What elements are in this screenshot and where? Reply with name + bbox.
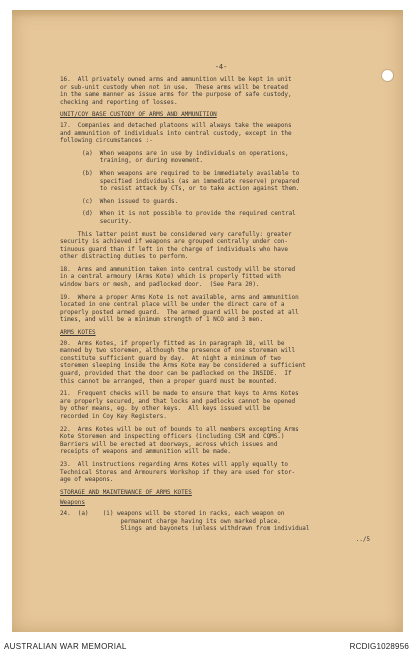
text-line: 20. Arms Kotes, if properly fitted as in paragraph 18, will be (60, 339, 285, 347)
section-heading-storage: STORAGE AND MAINTENANCE OF ARMS KOTES (60, 488, 192, 496)
text-line: receipts of weapons and ammunition will be made. (60, 448, 231, 456)
text-line: in a central armoury (Arms Kote) which is properly fitted with (60, 273, 281, 281)
paragraph-22 (60, 426, 382, 456)
text-line: permanent charge having its own marked place. (60, 517, 281, 525)
text-line: 18. Arms and ammunition taken into central custody will be stored (60, 265, 296, 273)
text-line: 19. Where a proper Arms Kote is not available, arms and ammunition (60, 293, 299, 301)
paragraph-20 (60, 340, 382, 386)
section-heading-unit-custody: UNIT/COY BASE CUSTODY OF ARMS AND AMMUNITION (60, 111, 217, 119)
text-line: tinuous guard than if left in the charge of individuals who have (60, 245, 288, 253)
text-line: Slings and bayonets (unless withdrawn from individual (60, 525, 310, 533)
paragraph-19 (60, 294, 382, 324)
text-line: 24. (a) (i) weapons will be stored in racks, each weapon on (60, 509, 285, 517)
subparagraph-17c (60, 198, 382, 206)
document-text (60, 63, 382, 543)
text-line: and ammunition of individuals into central custody, except in the (60, 129, 292, 137)
text-line: storemen sleeping inside the Arms Kote may be considered a sufficient (60, 362, 306, 370)
text-line: security is achieved if weapons are grouped centrally under con- (60, 238, 288, 246)
record-id: RCDIG1028956 (349, 642, 409, 651)
text-line: (c) When issued to guards. (82, 197, 179, 205)
text-line: recorded in Coy Key Registers. (60, 412, 167, 420)
text-line: training, or during movement. (82, 157, 204, 165)
text-line: times, and will be a minimum strength of 1 NCO and 3 men. (60, 316, 264, 324)
text-line: This latter point must be considered very carefully: greater (60, 230, 292, 238)
text-line: security. (82, 217, 132, 225)
subheading-weapons: Weapons (60, 499, 85, 507)
text-line: 23. All instructions regarding Arms Kotes will apply equally to (60, 460, 288, 468)
text-line: (b) When weapons are required to be immediately available to (82, 169, 300, 177)
text-line: other distracting duties to perform. (60, 253, 189, 261)
text-line: 21. Frequent checks will be made to ensure that keys to Arms Kotes (60, 390, 299, 398)
subparagraph-17d (60, 210, 382, 225)
text-line: age of weapons. (60, 476, 114, 484)
archive-name: AUSTRALIAN WAR MEMORIAL (4, 642, 127, 651)
text-line: Technical Stores and Armourers Workshop if they are used for stor- (60, 468, 296, 476)
text-line: manned by two storemen, although the presence of one storeman will (60, 347, 296, 355)
text-line: to resist attack by CTs, or to take action against them. (82, 185, 300, 193)
paragraph-24 (60, 510, 382, 533)
text-line: properly posted armed guard. The armed guard will be posted at all (60, 308, 299, 316)
text-line: Barriers will be erected at doorways, across which issues and (60, 440, 278, 448)
punch-hole (382, 70, 393, 81)
paragraph-17 (60, 122, 382, 145)
text-line: specified individuals (as an immediate reserve) prepared (82, 177, 300, 185)
text-line: located in one central place will be under the direct care of a (60, 301, 285, 309)
subparagraph-17b (60, 170, 382, 193)
paragraph-23 (60, 461, 382, 484)
text-line: (a) When weapons are in use by individuals on operations, (82, 149, 289, 157)
text-line: guard, provided that the door can be padlocked on the INSIDE. If (60, 370, 292, 377)
archive-footer (0, 634, 413, 654)
paragraph-18 (60, 266, 382, 289)
page-number: -4- (214, 63, 228, 71)
text-line: Kote Storemen and inspecting officers (including CSM and CQMS.) (60, 433, 285, 441)
text-line: 16. All privately owned arms and ammunition will be kept in unit (60, 76, 292, 83)
document-page (12, 10, 403, 632)
text-line: by other means, eg. by other keys. All keys issued will be (60, 405, 271, 413)
text-line: in the same manner as issue arms for the purpose of safe custody, (60, 91, 292, 99)
text-line: (d) When it is not possible to provide the required central (82, 210, 296, 218)
text-line: following circumstances :- (60, 137, 153, 145)
text-line: or sub-unit custody when not in use. These arms will be treated (60, 83, 288, 91)
subparagraph-17a (60, 150, 382, 165)
paragraph-17-note (60, 231, 382, 261)
paragraph-16 (60, 76, 382, 106)
text-line: checking and reporting of losses. (60, 98, 178, 106)
text-line: are properly secured, and that locks and padlocks cannot be opened (60, 397, 296, 405)
text-line: window bars or mesh, and padlocked door. (See Para 20). (60, 281, 260, 289)
text-line: this cannot be arranged, then a proper guard must be mounted. (60, 377, 278, 385)
section-heading-arms-kotes: ARMS KOTES (60, 329, 96, 337)
text-line: 22. Arms Kotes will be out of bounds to all members excepting Arms (60, 425, 299, 433)
continuation-marker: ../5 (355, 535, 370, 543)
text-line: constitute sufficient guard by day. At night a minimum of two (60, 354, 281, 362)
text-line: 17. Companies and detached platoons will always take the weapons (60, 121, 292, 129)
paragraph-21 (60, 390, 382, 420)
